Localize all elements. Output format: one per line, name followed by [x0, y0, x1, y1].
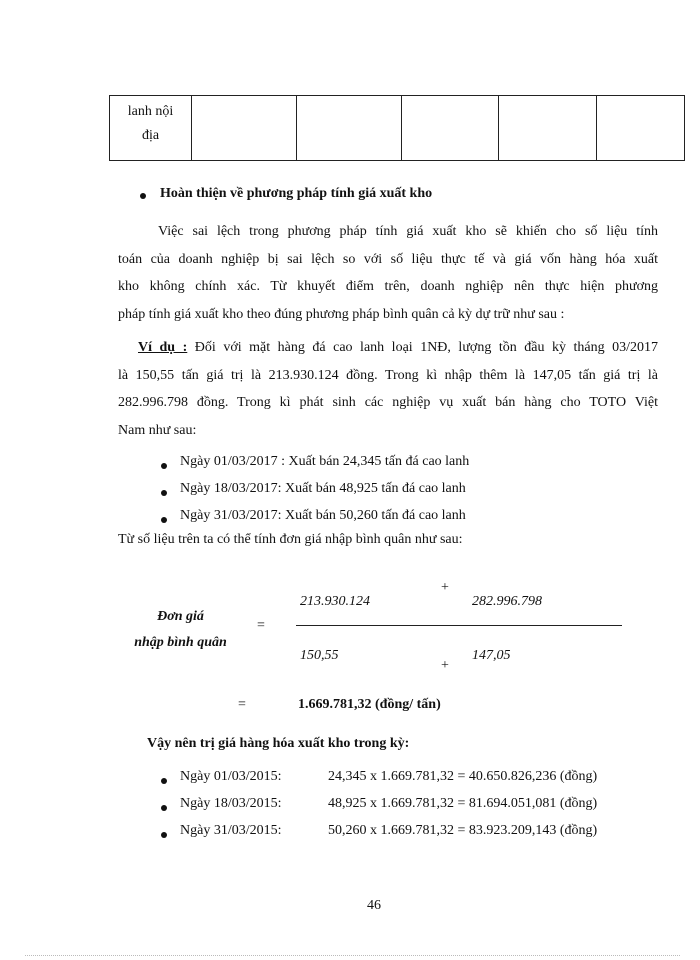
conclusion-calc: 48,925 x 1.669.781,32 = 81.694.051,081 (đồng): [328, 796, 598, 811]
example-label: Ví dụ :: [138, 340, 188, 355]
paragraph-line: pháp tính giá xuất kho theo đúng phương pháp bình quân cả kỳ dự trữ như sau :: [118, 306, 565, 322]
table-cell: [499, 96, 597, 161]
formula-plus: +: [441, 658, 449, 673]
formula-denominator-1: 150,55: [300, 648, 339, 663]
table-row: [110, 96, 685, 161]
conclusion-date: Ngày 31/03/2015:: [180, 823, 282, 838]
table-cell-line: lanh nội: [127, 104, 174, 119]
example-line: [118, 334, 658, 362]
example-item: Ngày 31/03/2017: Xuất bán 50,260 tấn đá cao lanh: [180, 508, 466, 523]
formula-numerator-2: 282.996.798: [472, 594, 542, 609]
section-paragraph: [118, 218, 658, 328]
formula-plus: +: [441, 580, 449, 595]
formula-label-line: nhập bình quân: [134, 635, 227, 650]
example-line: Nam như sau:: [118, 422, 197, 438]
section-heading: Hoàn thiện về phương pháp tính giá xuất kho: [160, 186, 433, 201]
example-item: Ngày 01/03/2017 : Xuất bán 24,345 tấn đá cao lanh: [180, 454, 470, 469]
table-cell: [297, 96, 402, 161]
conclusion-calc: 50,260 x 1.669.781,32 = 83.923.209,143 (đồng): [328, 823, 598, 838]
bullet-icon: [161, 805, 167, 811]
paragraph-line: toán của doanh nghiệp bị sai lệch so với số liệu thực tế và giá vốn hàng hóa xuất: [118, 251, 658, 267]
formula-label: [118, 604, 243, 656]
table-cell: [402, 96, 499, 161]
table-cell: [192, 96, 297, 161]
conclusion-date: Ngày 01/03/2015:: [180, 769, 282, 784]
table-cell-line: địa: [141, 128, 160, 143]
table-cell: [597, 96, 685, 161]
example-line: là 150,55 tấn giá trị là 213.930.124 đồng. Trong kì nhập thêm là 147,05 tấn giá trị là: [118, 367, 658, 383]
page-footer-divider: [25, 955, 680, 956]
bullet-icon: [140, 193, 146, 199]
formula-equals: =: [257, 618, 265, 633]
bullet-icon: [161, 778, 167, 784]
formula-result: 1.669.781,32 (đồng/ tấn): [298, 697, 441, 712]
bullet-icon: [161, 463, 167, 469]
example-line-text: Đối với mặt hàng đá cao lanh loại 1NĐ, lượng tồn đầu kỳ tháng 03/2017: [187, 340, 659, 355]
example-line: 282.996.798 đồng. Trong kì phát sinh các nghiệp vụ xuất bán hàng cho TOTO Việt: [118, 395, 658, 410]
formula-denominator-2: 147,05: [472, 648, 511, 663]
bullet-icon: [161, 517, 167, 523]
bullet-icon: [161, 490, 167, 496]
formula-numerator-1: 213.930.124: [300, 594, 370, 609]
formula-label-line: Đơn giá: [157, 609, 204, 624]
example-after-text: Từ số liệu trên ta có thể tính đơn giá nhập bình quân như sau:: [118, 532, 463, 547]
inventory-table-fragment: [109, 95, 685, 161]
table-cell-product: [110, 96, 192, 161]
fraction-bar: [296, 625, 622, 626]
example-item: Ngày 18/03/2017: Xuất bán 48,925 tấn đá cao lanh: [180, 481, 466, 496]
conclusion-calc: 24,345 x 1.669.781,32 = 40.650.826,236 (đồng): [328, 769, 598, 784]
result-equals: =: [238, 697, 246, 712]
page-number: 46: [367, 898, 381, 913]
conclusion-date: Ngày 18/03/2015:: [180, 796, 282, 811]
paragraph-line: Việc sai lệch trong phương pháp tính giá xuất kho sẽ khiến cho số liệu tính: [158, 224, 658, 239]
bullet-icon: [161, 832, 167, 838]
conclusion-heading: Vậy nên trị giá hàng hóa xuất kho trong kỳ:: [147, 736, 410, 751]
paragraph-line: kho không chính xác. Từ khuyết điểm trên, doanh nghiệp nên thực hiện phương: [118, 279, 658, 294]
example-paragraph: [118, 334, 658, 444]
